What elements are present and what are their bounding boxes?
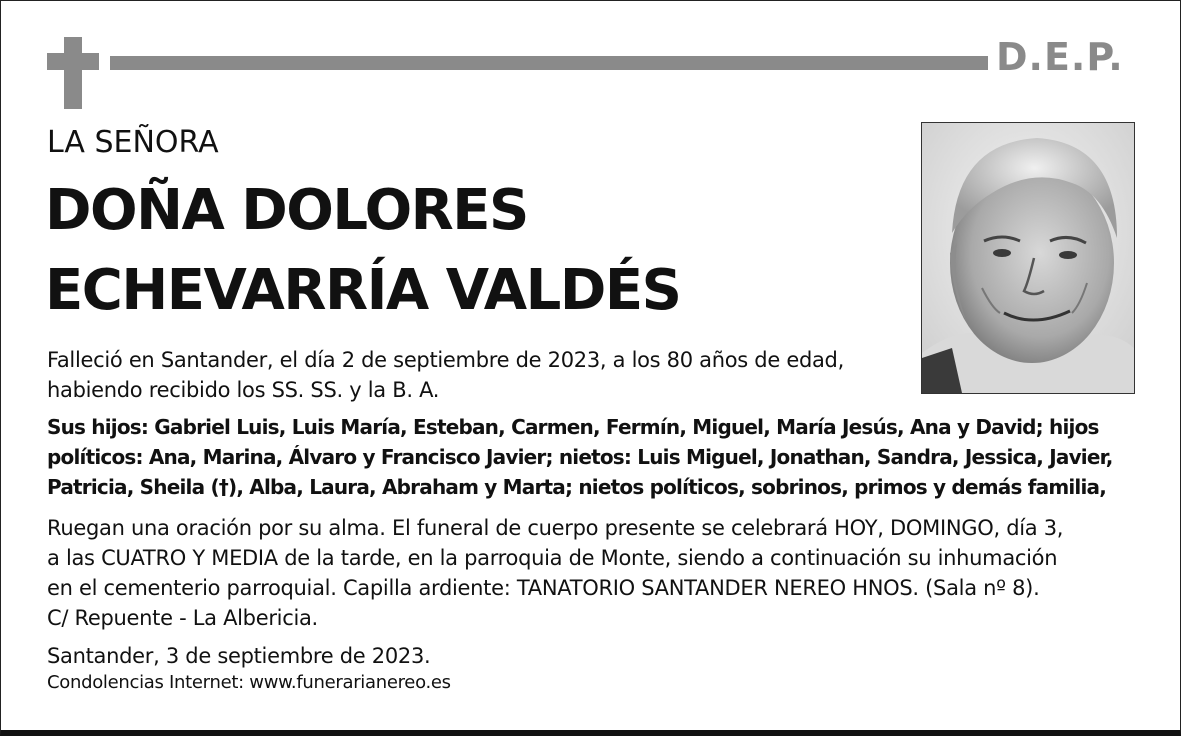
cross-icon [64, 37, 82, 109]
family-list [47, 412, 1113, 502]
family-line-3: Patricia, Sheila (†), Alba, Laura, Abraham y Marta; nietos políticos, sobrinos, primos y demás familia, [47, 475, 1107, 499]
death-line-1: Falleció en Santander, el día 2 de septiembre de 2023, a los 80 años de edad, [47, 348, 844, 372]
name-line-2: ECHEVARRÍA VALDÉS [45, 258, 681, 323]
dep-label: D.E.P. [996, 35, 1124, 79]
name-line-1: DOÑA DOLORES [45, 178, 528, 243]
death-notice [47, 345, 844, 405]
header-rule [110, 56, 988, 70]
funeral-details [47, 513, 1063, 633]
death-line-2: habiendo recibido los SS. SS. y la B. A. [47, 378, 440, 402]
family-line-2: políticos: Ana, Marina, Álvaro y Francisco Javier; nietos: Luis Miguel, Jonathan, Sandra, Jessica, Javier, [47, 445, 1113, 469]
condolences-line: Condolencias Internet: www.funerarianereo.es [47, 672, 451, 693]
date-line: Santander, 3 de septiembre de 2023. [47, 644, 431, 668]
family-line-1: Sus hijos: Gabriel Luis, Luis María, Esteban, Carmen, Fermín, Miguel, María Jesús, Ana y David; hijos [47, 415, 1099, 439]
cross-icon-bar [47, 53, 99, 70]
portrait-image [922, 123, 1134, 393]
funeral-line-2: a las CUATRO Y MEDIA de la tarde, en la parroquia de Monte, siendo a continuación su inhumación [47, 546, 1058, 570]
funeral-line-3: en el cementerio parroquial. Capilla ardiente: TANATORIO SANTANDER NEREO HNOS. (Sala nº 8). [47, 576, 1040, 600]
funeral-line-1: Ruegan una oración por su alma. El funeral de cuerpo presente se celebrará HOY, DOMINGO, día 3, [47, 516, 1064, 540]
funeral-line-4: C/ Repuente - La Albericia. [47, 606, 318, 630]
portrait-photo [921, 122, 1135, 394]
pretitle: LA SEÑORA [47, 125, 219, 160]
